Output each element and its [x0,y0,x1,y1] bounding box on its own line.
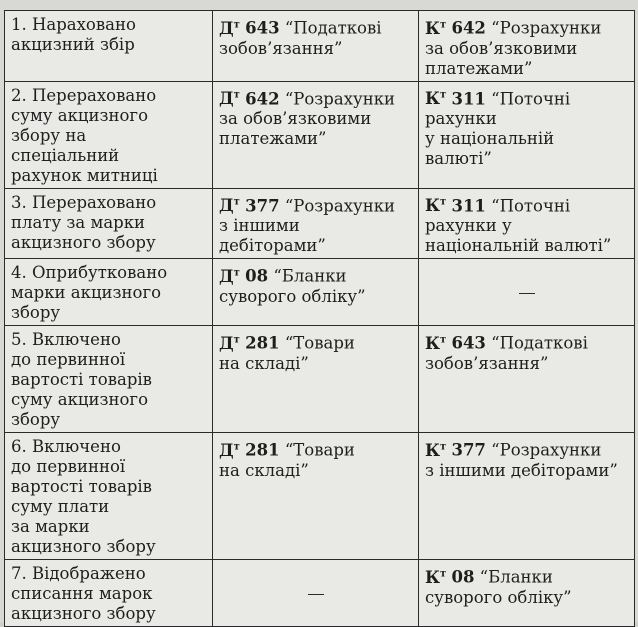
debit-letter: Д [219,266,234,286]
debit-cell [213,11,419,82]
debit-account-name: “Бланки суворого обліку” [219,266,366,306]
credit-entry [425,15,628,79]
debit-account-number: 08 [245,266,269,286]
debit-sup: т [233,267,240,278]
operation-cell [5,560,213,627]
credit-letter: К [425,333,441,353]
credit-letter: К [425,196,441,215]
credit-sup: т [440,441,447,452]
credit-account-name: “Розрахунки з іншими дебіторами” [425,440,618,480]
credit-entry [425,564,628,608]
credit-account-number: 377 [451,440,486,460]
operation-text: 6. Включено до первинної вартості товарів суму плати за марки акцизного збору [11,437,156,556]
table-row [5,326,635,433]
credit-letter: К [425,18,441,38]
operation-cell [5,11,213,82]
credit-prefix [425,568,446,587]
operation-text: 4. Оприбутковано марки акцизного збору [11,263,168,322]
debit-letter: Д [219,89,234,108]
credit-cell [419,188,635,259]
table-row [5,259,635,326]
empty-dash [519,293,535,294]
credit-letter: К [425,440,441,460]
credit-prefix [425,19,446,38]
debit-prefix [219,89,240,108]
debit-sup: т [233,441,240,452]
credit-cell [419,433,635,560]
debit-account-number: 643 [245,18,280,38]
debit-account-number: 377 [245,196,280,215]
debit-account-number: 281 [245,333,280,353]
credit-letter: К [425,89,441,108]
credit-sup: т [440,19,447,30]
credit-entry [425,86,628,170]
operation-cell [5,81,213,188]
operation-cell [5,433,213,560]
debit-sup: т [233,196,240,208]
operation-text: 3. Перераховано плату за марки акцизного збору [11,192,157,252]
debit-sup: т [233,334,240,345]
credit-account-number: 311 [451,89,486,108]
credit-cell-empty [419,259,635,326]
credit-entry [425,193,628,257]
table-row [5,11,635,82]
operation-text: 2. Перераховано суму акцизного збору на спеціальний рахунок митниці [11,85,158,185]
debit-entry [219,193,412,257]
credit-account-number: 08 [451,567,475,587]
operation-text: 1. Нараховано акцизний збір [11,15,136,54]
debit-account-name: “Розрахунки за обов’язковими платежами” [219,89,396,148]
debit-letter: Д [219,333,234,353]
debit-account-name: “Товари на складі” [219,333,355,373]
operation-cell [5,326,213,433]
operation-text: 5. Включено до первинної вартості товарів суму акцизного збору [11,330,152,429]
credit-account-name: “Розрахунки за обов’язковими платежами” [425,18,602,78]
debit-prefix [219,267,240,286]
table-row [5,81,635,188]
debit-prefix [219,196,240,215]
debit-account-number: 281 [245,440,280,460]
credit-sup: т [440,196,447,208]
debit-entry [219,15,412,59]
debit-prefix [219,19,240,38]
credit-prefix [425,89,446,108]
debit-entry [219,263,412,307]
credit-account-number: 311 [451,196,486,215]
debit-letter: Д [219,18,234,38]
operation-cell [5,188,213,259]
debit-account-name: “Товари на складі” [219,440,355,480]
credit-sup: т [440,89,447,101]
credit-prefix [425,334,446,353]
credit-prefix [425,196,446,215]
credit-cell [419,81,635,188]
debit-letter: Д [219,196,234,215]
credit-entry [425,437,628,481]
debit-sup: т [233,89,240,101]
debit-cell [213,188,419,259]
credit-letter: К [425,567,441,587]
credit-sup: т [440,568,447,579]
credit-account-name: “Бланки суворого обліку” [425,567,572,607]
credit-entry [425,330,628,374]
operation-text: 7. Відображено списання марок акцизного збору [11,564,156,623]
credit-account-name: “Поточні рахунки у національній валюті” [425,89,571,168]
table-row [5,433,635,560]
credit-cell [419,560,635,627]
accounting-entries-table [4,10,635,627]
table-row [5,560,635,627]
debit-cell [213,259,419,326]
debit-account-name: “Податкові зобов’язання” [219,18,382,58]
debit-cell [213,433,419,560]
empty-dash [308,594,324,595]
table-row [5,188,635,259]
credit-account-number: 642 [451,18,486,38]
debit-cell [213,326,419,433]
debit-entry [219,330,412,374]
debit-account-name: “Розрахунки з іншими дебіторами” [219,196,396,255]
credit-sup: т [440,334,447,345]
debit-prefix [219,334,240,353]
debit-prefix [219,441,240,460]
credit-account-number: 643 [451,333,486,353]
credit-account-name: “Поточні рахунки у національній валюті” [425,196,612,255]
debit-sup: т [233,19,240,30]
debit-cell [213,81,419,188]
credit-cell [419,326,635,433]
debit-entry [219,86,412,150]
credit-prefix [425,441,446,460]
debit-letter: Д [219,440,234,460]
operation-cell [5,259,213,326]
debit-entry [219,437,412,481]
debit-cell-empty [213,560,419,627]
credit-account-name: “Податкові зобов’язання” [425,333,588,373]
debit-account-number: 642 [245,89,280,108]
credit-cell [419,11,635,82]
